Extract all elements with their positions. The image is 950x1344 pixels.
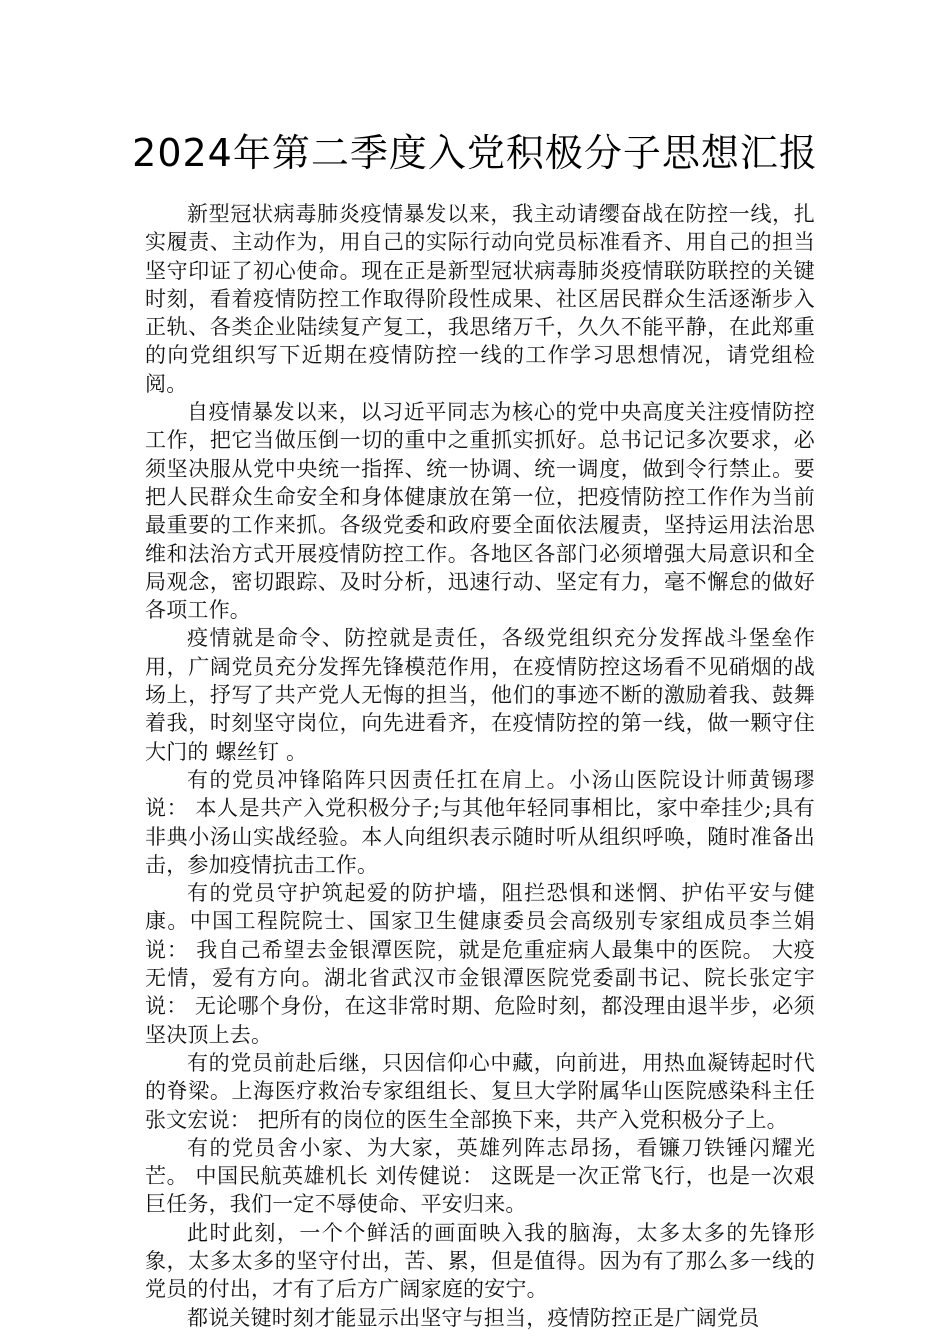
paragraph: 都说关键时刻才能显示出坚守与担当，疫情防控正是广阔党员	[187, 1305, 760, 1330]
paragraph: 新型冠状病毒肺炎疫情暴发以来，我主动请缨奋战在防控一线，扎实履责、主动作为，用自己的实际行动向党员标准看齐、用自己的担当坚守印证了初心使命。现在正是新型冠状病毒肺炎疫情联防联控的关键时刻，看着疫情防控工作取得阶段性成果、社区居民群众生活逐渐步入正轨、各类企业陆续复产复工，我思绪万千，久久不能平静，在此郑重的向党组织写下近期在疫情防控一线的工作学习思想情况，请党组检阅。	[145, 202, 815, 396]
document-title: 2024年第二季度入党积极分子思想汇报	[132, 131, 818, 175]
paragraph: 自疫情暴发以来，以习近平同志为核心的党中央高度关注疫情防控工作，把它当做压倒一切的重中之重抓实抓好。总书记记多次要求，必须坚决服从党中央统一指挥、统一协调、统一调度，做到令行禁止。要把人民群众生命安全和身体健康放在第一位，把疫情防控工作作为当前最重要的工作来抓。各级党委和政府要全面依法履责，坚持运用法治思维和法治方式开展疫情防控工作。各地区各部门必须增强大局意识和全局观念，密切跟踪、及时分析，迅速行动、坚定有力，毫不懈怠的做好各项工作。	[145, 400, 815, 623]
document-body	[145, 200, 815, 1330]
paragraph: 疫情就是命令、防控就是责任，各级党组织充分发挥战斗堡垒作用，广阔党员充分发挥先锋模范作用，在疫情防控这场看不见硝烟的战场上，抒写了共产党人无悔的担当，他们的事迹不断的激励着我、鼓舞着我，时刻坚守岗位，向先进看齐，在疫情防控的第一线，做一颗守住大门的 螺丝钉 。	[145, 626, 815, 764]
paragraph: 有的党员舍小家、为大家，英雄列阵志昂扬，看镰刀铁锤闪耀光芒。 中国民航英雄机长 刘传健说： 这既是一次正常飞行，也是一次艰巨任务，我们一定不辱使命、平安归来。	[145, 1135, 815, 1217]
paragraph: 有的党员守护筑起爱的防护墙，阻拦恐惧和迷惘、护佑平安与健康。中国工程院院士、国家卫生健康委员会高级别专家组成员李兰娟说： 我自己希望去金银潭医院，就是危重症病人最集中的医院。 大疫无情，爱有方向。湖北省武汉市金银潭医院党委副书记、院长张定宇说： 无论哪个身份，在这非常时期、危险时刻，都没理由退半步，必须坚决顶上去。	[145, 881, 815, 1047]
paragraph: 有的党员前赴后继，只因信仰心中藏，向前进，用热血凝铸起时代的脊梁。上海医疗救治专家组组长、复旦大学附属华山医院感染科主任张文宏说： 把所有的岗位的医生全部换下来，共产入党积极分子上。	[145, 1050, 815, 1132]
paragraph: 有的党员冲锋陷阵只因责任扛在肩上。小汤山医院设计师黄锡璆说： 本人是共产入党积极分子;与其他年轻同事相比，家中牵挂少;具有非典小汤山实战经验。本人向组织表示随时听从组织呼唤，随时准备出击，参加疫情抗击工作。	[145, 767, 815, 877]
paragraph: 此时此刻，一个个鲜活的画面映入我的脑海，太多太多的先锋形象，太多太多的坚守付出，苦、累，但是值得。因为有了那么多一线的党员的付出，才有了后方广阔家庭的安宁。	[145, 1220, 815, 1302]
